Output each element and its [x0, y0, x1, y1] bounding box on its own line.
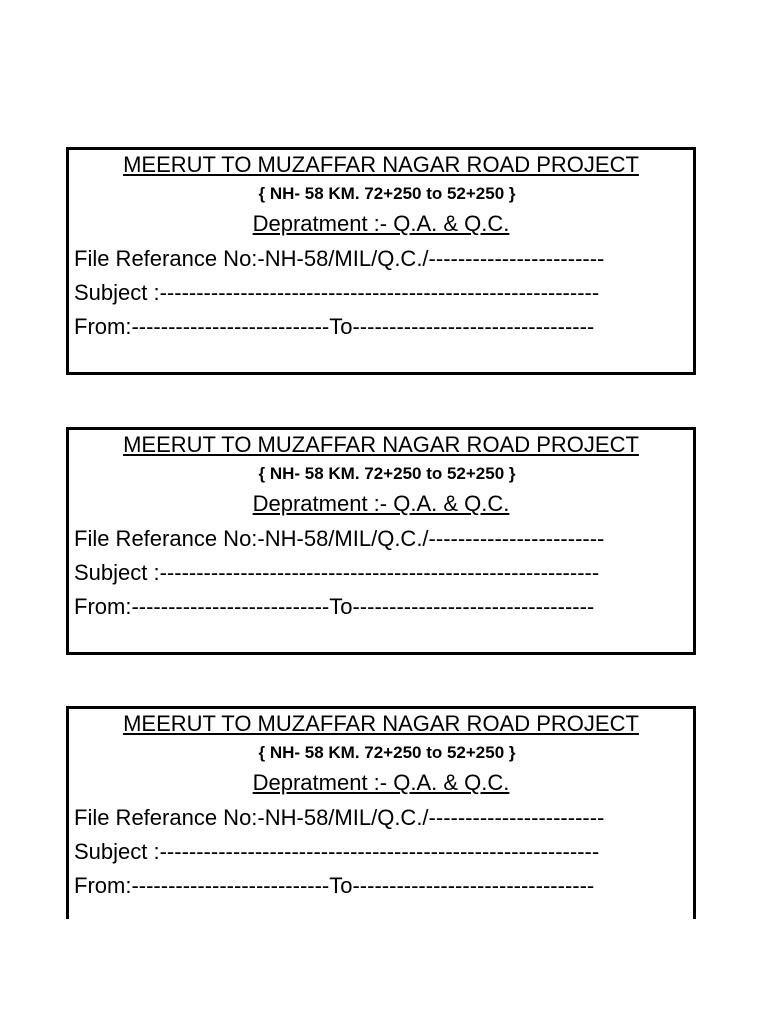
department-heading: Depratment :- Q.A. & Q.C. [252, 770, 510, 795]
highway-km-range: { NH- 58 KM. 72+250 to 52+250 } [258, 743, 516, 762]
project-title: MEERUT TO MUZAFFAR NAGAR ROAD PROJECT [123, 432, 639, 457]
file-label-1 [66, 147, 696, 375]
file-label-3 [66, 706, 696, 919]
department-heading: Depratment :- Q.A. & Q.C. [252, 491, 510, 516]
file-label-2 [66, 427, 696, 655]
from-to-line: From:---------------------------To--------------------------------- [74, 314, 595, 339]
project-title: MEERUT TO MUZAFFAR NAGAR ROAD PROJECT [123, 152, 639, 177]
department-heading: Depratment :- Q.A. & Q.C. [252, 211, 510, 236]
file-reference-line: File Referance No:-NH-58/MIL/Q.C./------------------------ [74, 526, 605, 551]
project-title: MEERUT TO MUZAFFAR NAGAR ROAD PROJECT [123, 711, 639, 736]
highway-km-range: { NH- 58 KM. 72+250 to 52+250 } [258, 184, 516, 203]
from-to-line: From:---------------------------To--------------------------------- [74, 594, 595, 619]
file-reference-line: File Referance No:-NH-58/MIL/Q.C./------------------------ [74, 805, 605, 830]
subject-line: Subject :------------------------------------------------------------ [74, 280, 600, 305]
file-reference-line: File Referance No:-NH-58/MIL/Q.C./------------------------ [74, 246, 605, 271]
highway-km-range: { NH- 58 KM. 72+250 to 52+250 } [258, 464, 516, 483]
from-to-line: From:---------------------------To--------------------------------- [74, 873, 595, 898]
subject-line: Subject :------------------------------------------------------------ [74, 560, 600, 585]
subject-line: Subject :------------------------------------------------------------ [74, 839, 600, 864]
